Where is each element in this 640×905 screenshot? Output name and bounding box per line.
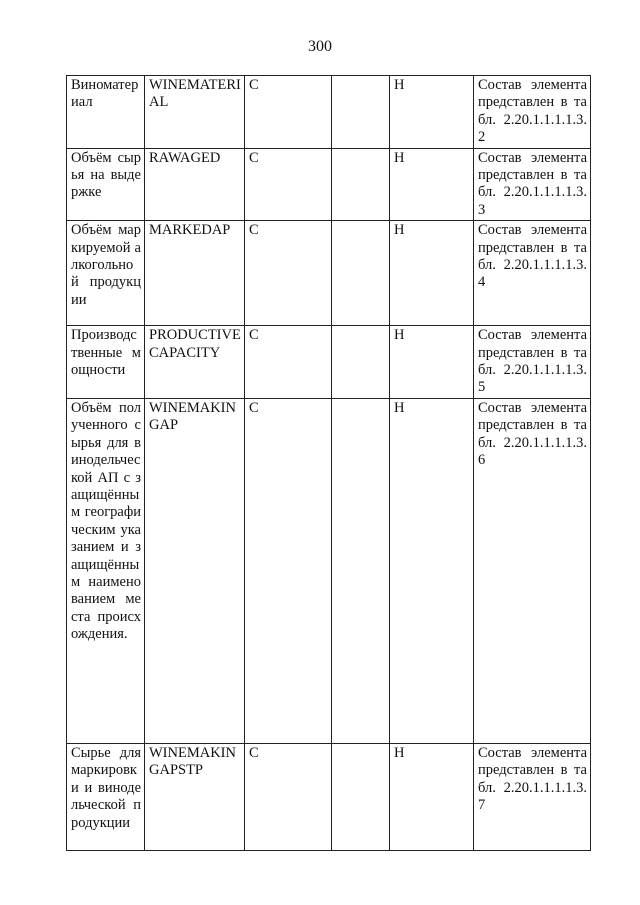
table-row <box>67 148 591 221</box>
element-name-cell: Объём маркируемой алкогольной продукции <box>67 221 145 326</box>
table-row <box>67 398 591 743</box>
element-extra-cell <box>332 148 390 221</box>
element-description-cell: Состав элемента представлен в табл. 2.20.1.1.1.1.3.4 <box>474 221 591 326</box>
element-table <box>66 75 591 851</box>
element-required-cell: Н <box>390 76 474 149</box>
element-extra-cell <box>332 221 390 326</box>
element-type-cell: С <box>245 398 332 743</box>
element-code-cell: WINEMAKINGAPSTP <box>145 743 245 850</box>
table-row <box>67 76 591 149</box>
element-description-cell: Состав элемента представлен в табл. 2.20.1.1.1.1.3.2 <box>474 76 591 149</box>
element-code-cell: PRODUCTIVECAPACITY <box>145 326 245 399</box>
element-extra-cell <box>332 398 390 743</box>
element-name-cell: Производственные мощности <box>67 326 145 399</box>
element-code-cell: MARKEDAP <box>145 221 245 326</box>
table-row <box>67 743 591 850</box>
element-required-cell: Н <box>390 221 474 326</box>
element-required-cell: Н <box>390 326 474 399</box>
element-extra-cell <box>332 326 390 399</box>
element-code-cell: RAWAGED <box>145 148 245 221</box>
element-code-cell: WINEMATERIAL <box>145 76 245 149</box>
table-row <box>67 221 591 326</box>
element-type-cell: С <box>245 326 332 399</box>
element-description-cell: Состав элемента представлен в табл. 2.20.1.1.1.1.3.5 <box>474 326 591 399</box>
page-number: 300 <box>308 38 332 55</box>
element-required-cell: Н <box>390 148 474 221</box>
element-description-cell: Состав элемента представлен в табл. 2.20.1.1.1.1.3.6 <box>474 398 591 743</box>
element-name-cell: Виноматериал <box>67 76 145 149</box>
element-type-cell: С <box>245 743 332 850</box>
element-description-cell: Состав элемента представлен в табл. 2.20.1.1.1.1.3.3 <box>474 148 591 221</box>
element-name-cell: Объём сырья на выдержке <box>67 148 145 221</box>
element-required-cell: Н <box>390 743 474 850</box>
element-type-cell: С <box>245 148 332 221</box>
element-required-cell: Н <box>390 398 474 743</box>
element-name-cell: Сырье для маркировки и винодельческой продукции <box>67 743 145 850</box>
element-type-cell: С <box>245 76 332 149</box>
element-extra-cell <box>332 76 390 149</box>
element-description-cell: Состав элемента представлен в табл. 2.20.1.1.1.1.3.7 <box>474 743 591 850</box>
table-row <box>67 326 591 399</box>
element-extra-cell <box>332 743 390 850</box>
element-name-cell: Объём полученного сырья для винодельческой АП с защищённым географическим указанием и защищённым наименованием места происхождения. <box>67 398 145 743</box>
element-type-cell: С <box>245 221 332 326</box>
element-code-cell: WINEMAKINGAP <box>145 398 245 743</box>
